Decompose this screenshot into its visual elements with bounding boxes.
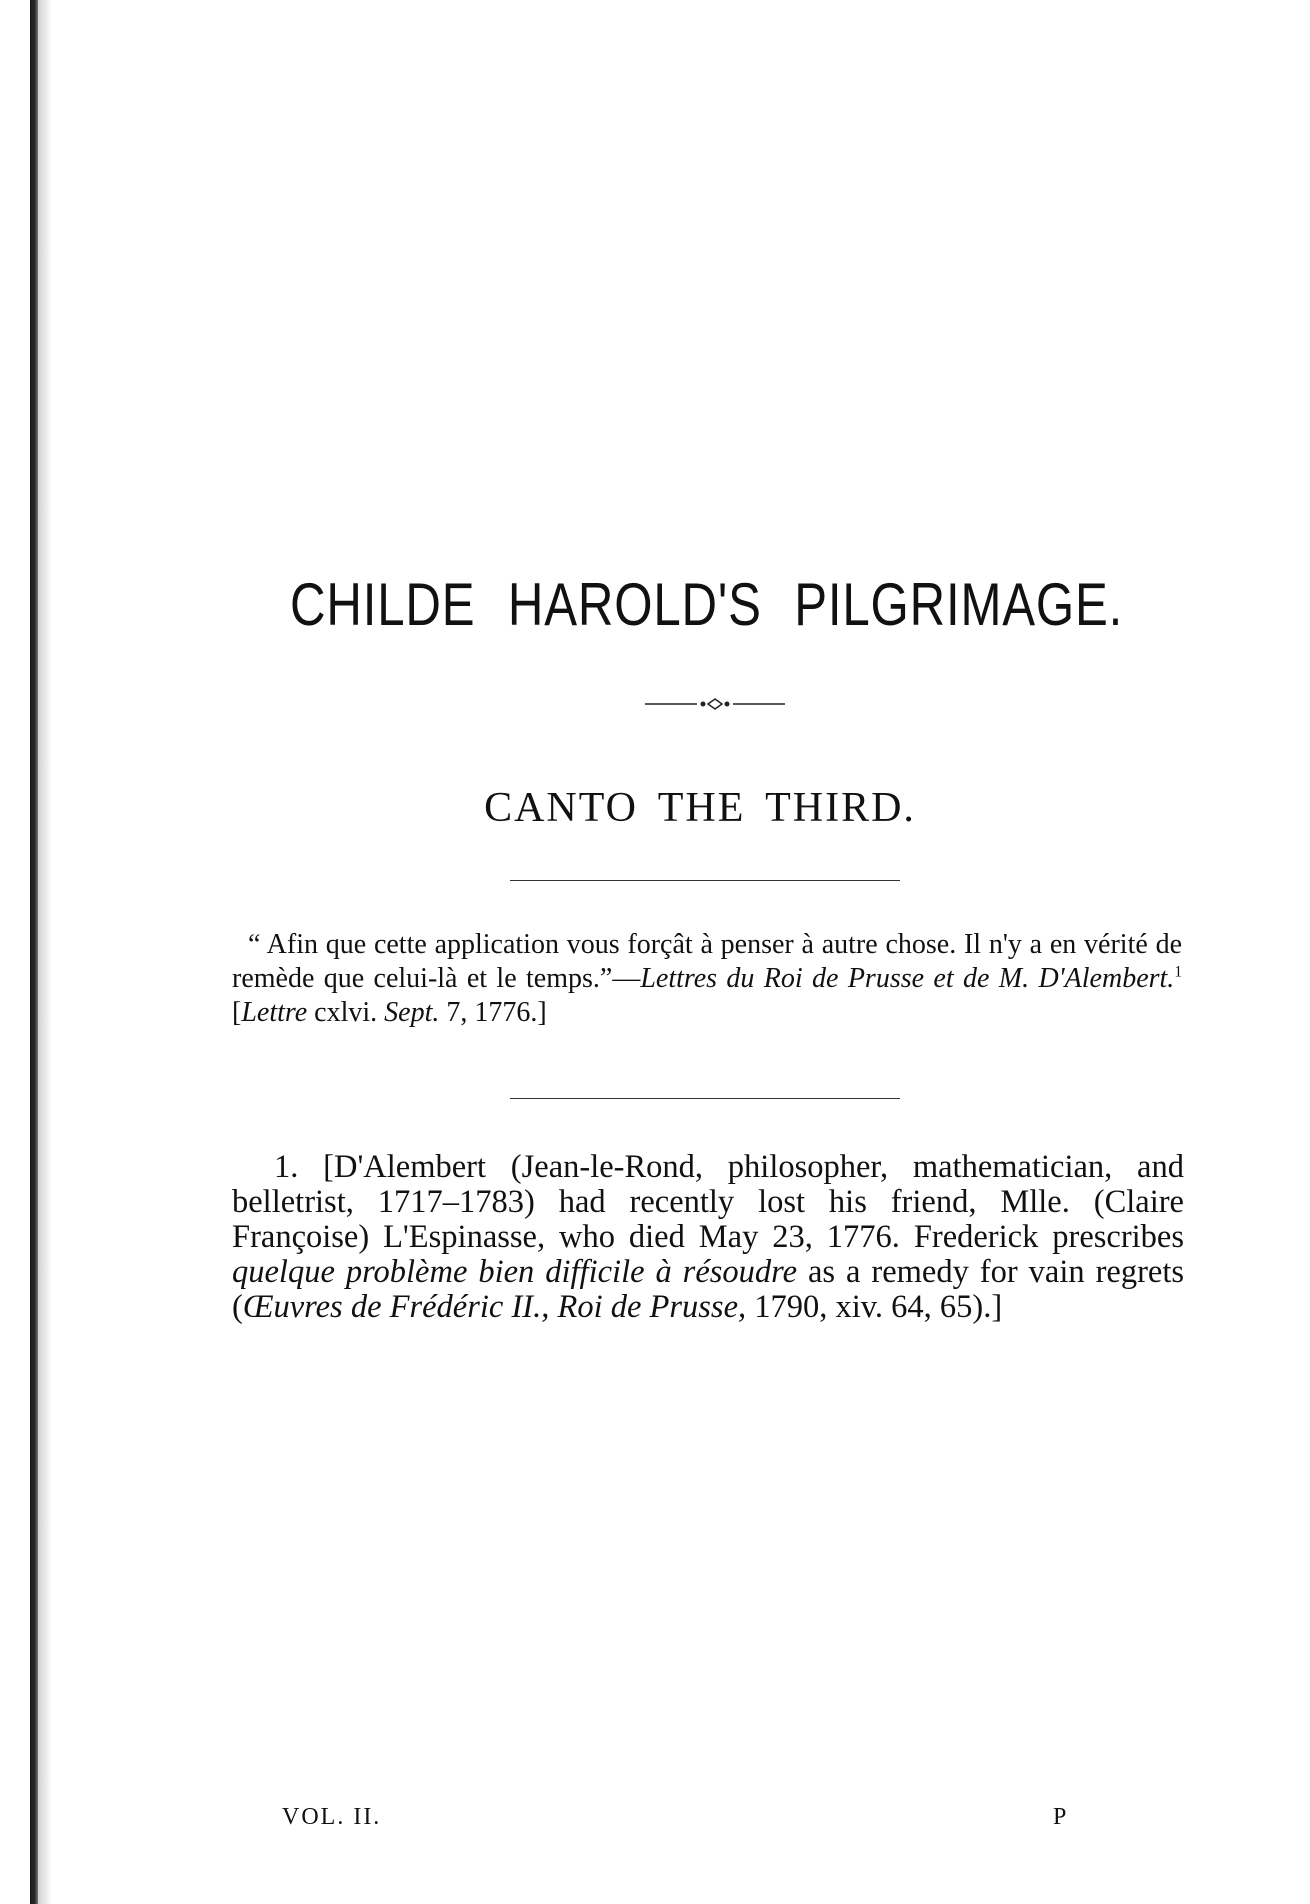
footnote-text: as a remedy for vain regrets (	[232, 1254, 1184, 1325]
epigraph-lettre: Lettre	[241, 997, 308, 1028]
divider-rule	[510, 880, 900, 881]
epigraph-month: Sept.	[384, 997, 440, 1028]
epigraph	[232, 928, 1182, 1030]
footnote-reference: 1	[1174, 963, 1183, 981]
footnote	[232, 1150, 1184, 1325]
canto-heading: CANTO THE THIRD.	[484, 785, 916, 831]
volume-marker: VOL. II.	[282, 1804, 382, 1830]
footnote-text: [D'Alembert (Jean-le-Rond, philosopher, mathematician, and belletrist, 1717–1783) had recently lost his friend, Mlle. (Claire Françoise) L'Espinasse, who died May 23, 1776. Frederick prescribes	[232, 1149, 1184, 1255]
epigraph-source: Lettres du Roi de Prusse et de M. D'Alembert.	[640, 963, 1175, 994]
page-binding-shadow	[38, 0, 52, 1904]
epigraph-dash: —	[612, 963, 641, 994]
epigraph-bracket: [	[232, 997, 242, 1028]
divider-rule	[510, 1098, 900, 1099]
footnote-text: 1790, xiv. 64, 65).]	[746, 1289, 1003, 1325]
footnote-number: 1.	[274, 1149, 299, 1185]
ornament-divider-icon	[645, 694, 785, 714]
page-binding-edge	[30, 0, 38, 1904]
epigraph-quote: “ Afin que cette application vous forçât à penser à autre chose. Il n'y a en vérité de remède que celui-là et le temps.”	[232, 929, 1182, 994]
epigraph-date: 7, 1776.]	[439, 997, 547, 1028]
page-title: CHILDE HAROLD'S PILGRIMAGE.	[290, 571, 1124, 638]
footnote-italic-title: Œuvres de Frédéric II., Roi de Prusse,	[242, 1289, 747, 1325]
footnote-italic-phrase: quelque problème bien difficile à résoudre	[232, 1254, 798, 1290]
signature-mark: P	[1053, 1804, 1067, 1830]
epigraph-lettre-number: cxlvi.	[307, 997, 385, 1028]
